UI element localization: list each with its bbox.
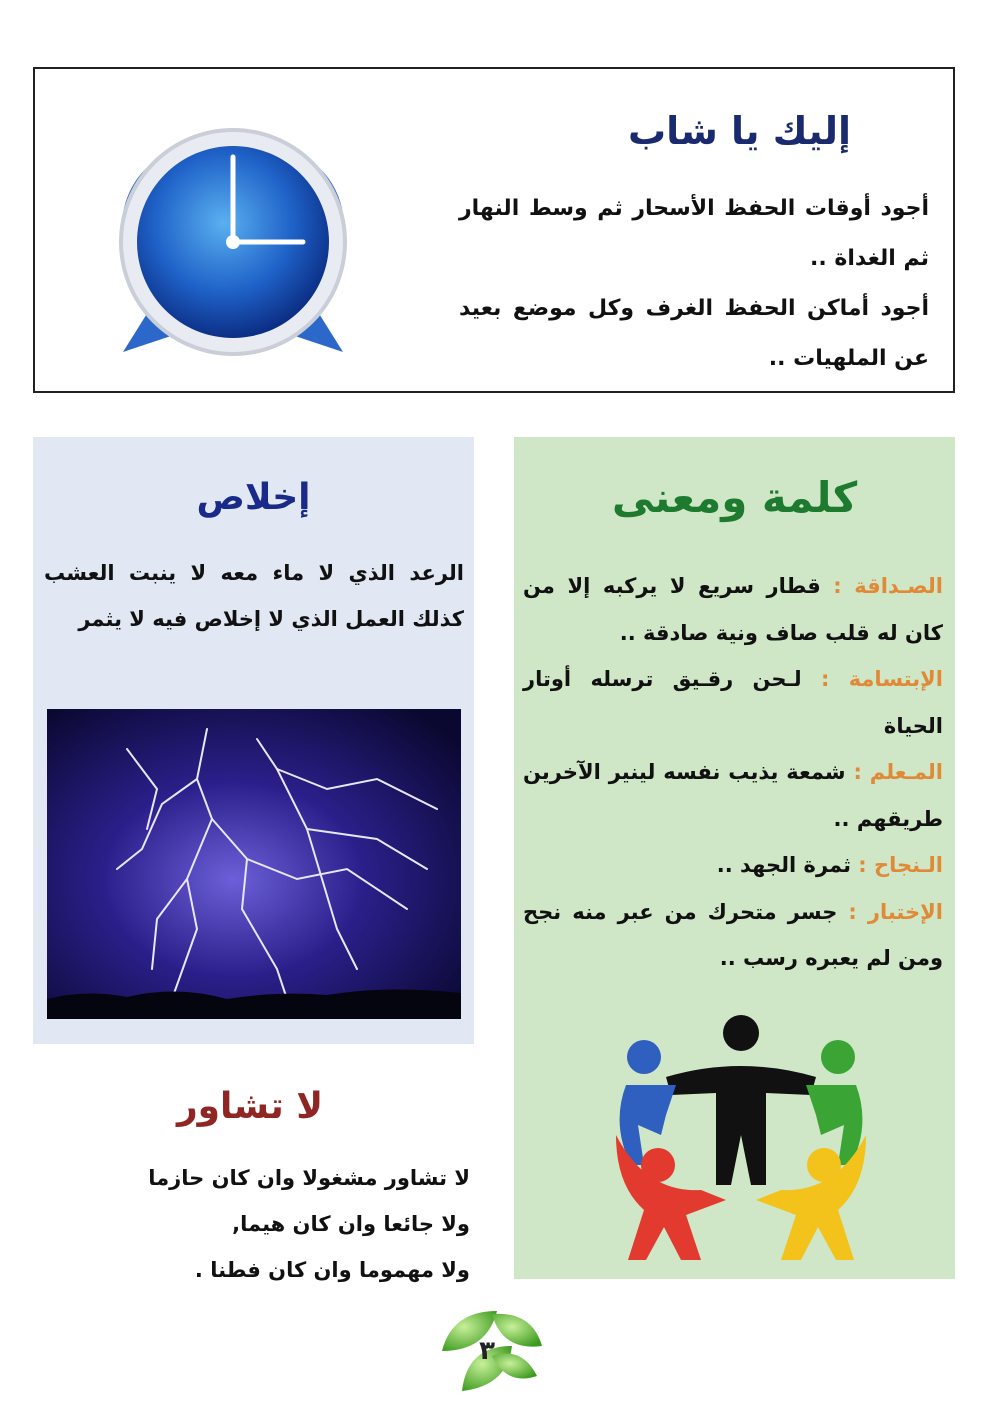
definition-item xyxy=(523,749,943,842)
definition-text: شمعة يذيب نفسه لينير الآخرين طريقهم .. xyxy=(523,760,943,831)
definition-text: لـحن رقـيق ترسله أوتار الحياة xyxy=(523,667,943,738)
definition-term: الصـداقة : xyxy=(833,574,943,598)
definition-item xyxy=(523,656,943,749)
alarm-clock-icon xyxy=(113,107,353,357)
page-number: ٣ xyxy=(479,1336,495,1366)
people-circle-icon xyxy=(606,1015,876,1263)
word-meaning-list xyxy=(523,563,943,982)
sincerity-panel xyxy=(33,437,474,1044)
lightning-image xyxy=(47,709,461,1019)
definition-text: جسر متحرك من عبر منه نجح ومن لم يعبره رسب .. xyxy=(523,899,943,970)
intro-box xyxy=(33,67,955,393)
word-meaning-panel xyxy=(514,437,955,1279)
intro-line-2: أجود أماكن الحفظ الغرف وكل موضع بعيد عن الملهيات .. xyxy=(459,296,929,371)
do-not-consult-text xyxy=(40,1155,470,1293)
definition-term: الإبتسامة : xyxy=(820,667,943,691)
do-not-consult-line-3: ولا مهموما وان كان فطنا . xyxy=(194,1258,470,1282)
sincerity-title: إخلاص xyxy=(196,477,311,518)
definition-item xyxy=(523,563,943,656)
intro-title: إليك يا شاب xyxy=(627,109,851,153)
do-not-consult-title: لا تشاور xyxy=(176,1086,324,1127)
definition-term: الإختبار : xyxy=(848,899,943,924)
sincerity-text: الرعد الذي لا ماء معه لا ينبت العشب كذلك العمل الذي لا إخلاص فيه لا يثمر xyxy=(44,561,464,631)
word-meaning-title: كلمة ومعنى xyxy=(611,473,858,522)
do-not-consult-line-1: لا تشاور مشغولا وان كان حازما xyxy=(148,1166,470,1190)
definition-text: قطار سريع لا يركبه إلا من كان له قلب صاف ونية صادقة .. xyxy=(523,574,943,645)
definition-item xyxy=(523,889,943,982)
intro-line-1: أجود أوقات الحفظ الأسحار ثم وسط النهار ثم الغداة .. xyxy=(459,196,929,271)
definition-text: ثمرة الجهد .. xyxy=(716,853,859,877)
do-not-consult-line-2: ولا جائعا وان كان هيما, xyxy=(232,1212,470,1236)
definition-term: الـنجاح : xyxy=(858,853,943,877)
definition-item xyxy=(523,842,943,889)
intro-text xyxy=(459,184,929,384)
definition-term: المـعلم : xyxy=(853,760,944,784)
